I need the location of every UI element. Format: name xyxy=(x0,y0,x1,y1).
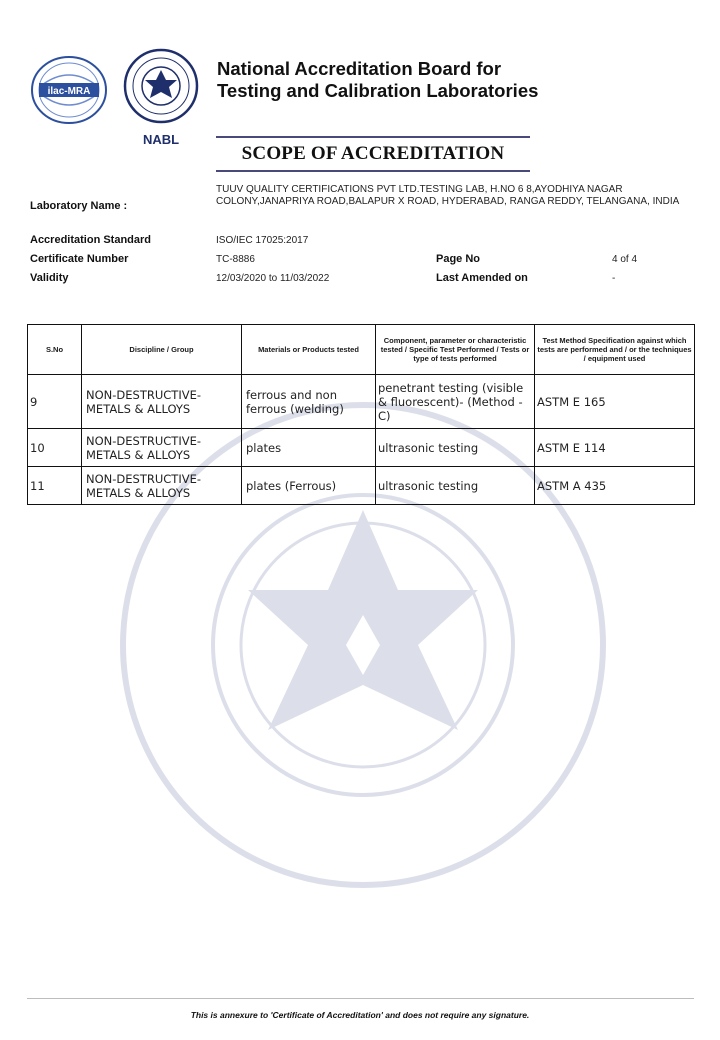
table-row xyxy=(28,375,695,429)
cell-method: ASTM E 165 xyxy=(535,375,695,429)
svg-text:NABL: NABL xyxy=(142,132,180,147)
certificate-number-label: Certificate Number xyxy=(30,253,129,265)
page-no-value: 4 of 4 xyxy=(612,254,638,265)
table-row xyxy=(28,429,695,467)
cell-materials: plates (Ferrous) xyxy=(242,467,376,505)
table-header-row xyxy=(28,325,695,375)
cell-materials: ferrous and non ferrous (welding) xyxy=(242,375,376,429)
accreditation-standard-value: ISO/IEC 17025:2017 xyxy=(216,235,309,246)
cell-component: penetrant testing (visible & fluorescent)- (Method - C) xyxy=(376,375,535,429)
cell-discipline: NON-DESTRUCTIVE-METALS & ALLOYS xyxy=(82,429,242,467)
cell-discipline: NON-DESTRUCTIVE-METALS & ALLOYS xyxy=(82,467,242,505)
lab-name-value: TUUV QUALITY CERTIFICATIONS PVT LTD.TESTING LAB, H.NO 6 8,AYODHIYA NAGAR COLONY,JANAPRIYA ROAD,BALAPUR X ROAD, HYDERABAD, RANGA REDDY, TELANGANA, INDIA xyxy=(216,184,680,207)
document-title: SCOPE OF ACCREDITATION xyxy=(216,136,530,172)
cell-component: ultrasonic testing xyxy=(376,467,535,505)
scope-table xyxy=(27,324,695,505)
org-name-line1: National Accreditation Board for xyxy=(217,58,502,79)
svg-text:ilac-MRA: ilac-MRA xyxy=(47,86,91,97)
cell-sno: 9 xyxy=(28,375,82,429)
header-sno: S.No xyxy=(28,325,82,375)
org-name-line2: Testing and Calibration Laboratories xyxy=(217,80,539,101)
certificate-number-value: TC-8886 xyxy=(216,254,255,265)
ilac-mra-logo xyxy=(30,55,108,125)
cell-method: ASTM E 114 xyxy=(535,429,695,467)
page-no-label: Page No xyxy=(436,253,481,265)
cell-sno: 10 xyxy=(28,429,82,467)
cell-sno: 11 xyxy=(28,467,82,505)
nabl-logo xyxy=(120,46,202,150)
organization-name xyxy=(217,58,637,102)
validity-value: 12/03/2020 to 11/03/2022 xyxy=(216,273,330,284)
cell-materials: plates xyxy=(242,429,376,467)
last-amended-label: Last Amended on xyxy=(436,272,528,284)
last-amended-value: - xyxy=(612,273,616,284)
header-method: Test Method Specification against which tests are performed and / or the techniques / equipment used xyxy=(535,325,695,375)
cell-component: ultrasonic testing xyxy=(376,429,535,467)
header-materials: Materials or Products tested xyxy=(242,325,376,375)
header-component: Component, parameter or characteristic tested / Specific Test Performed / Tests or type of tests performed xyxy=(376,325,535,375)
cell-method: ASTM A 435 xyxy=(535,467,695,505)
accreditation-standard-label: Accreditation Standard xyxy=(30,234,152,246)
footer-note: This is annexure to 'Certificate of Accreditation' and does not require any signature. xyxy=(190,1010,530,1020)
cell-discipline: NON-DESTRUCTIVE-METALS & ALLOYS xyxy=(82,375,242,429)
footer-divider xyxy=(27,998,694,999)
header-discipline: Discipline / Group xyxy=(82,325,242,375)
validity-label: Validity xyxy=(30,272,69,284)
table-row xyxy=(28,467,695,505)
lab-name-label: Laboratory Name : xyxy=(30,200,128,212)
